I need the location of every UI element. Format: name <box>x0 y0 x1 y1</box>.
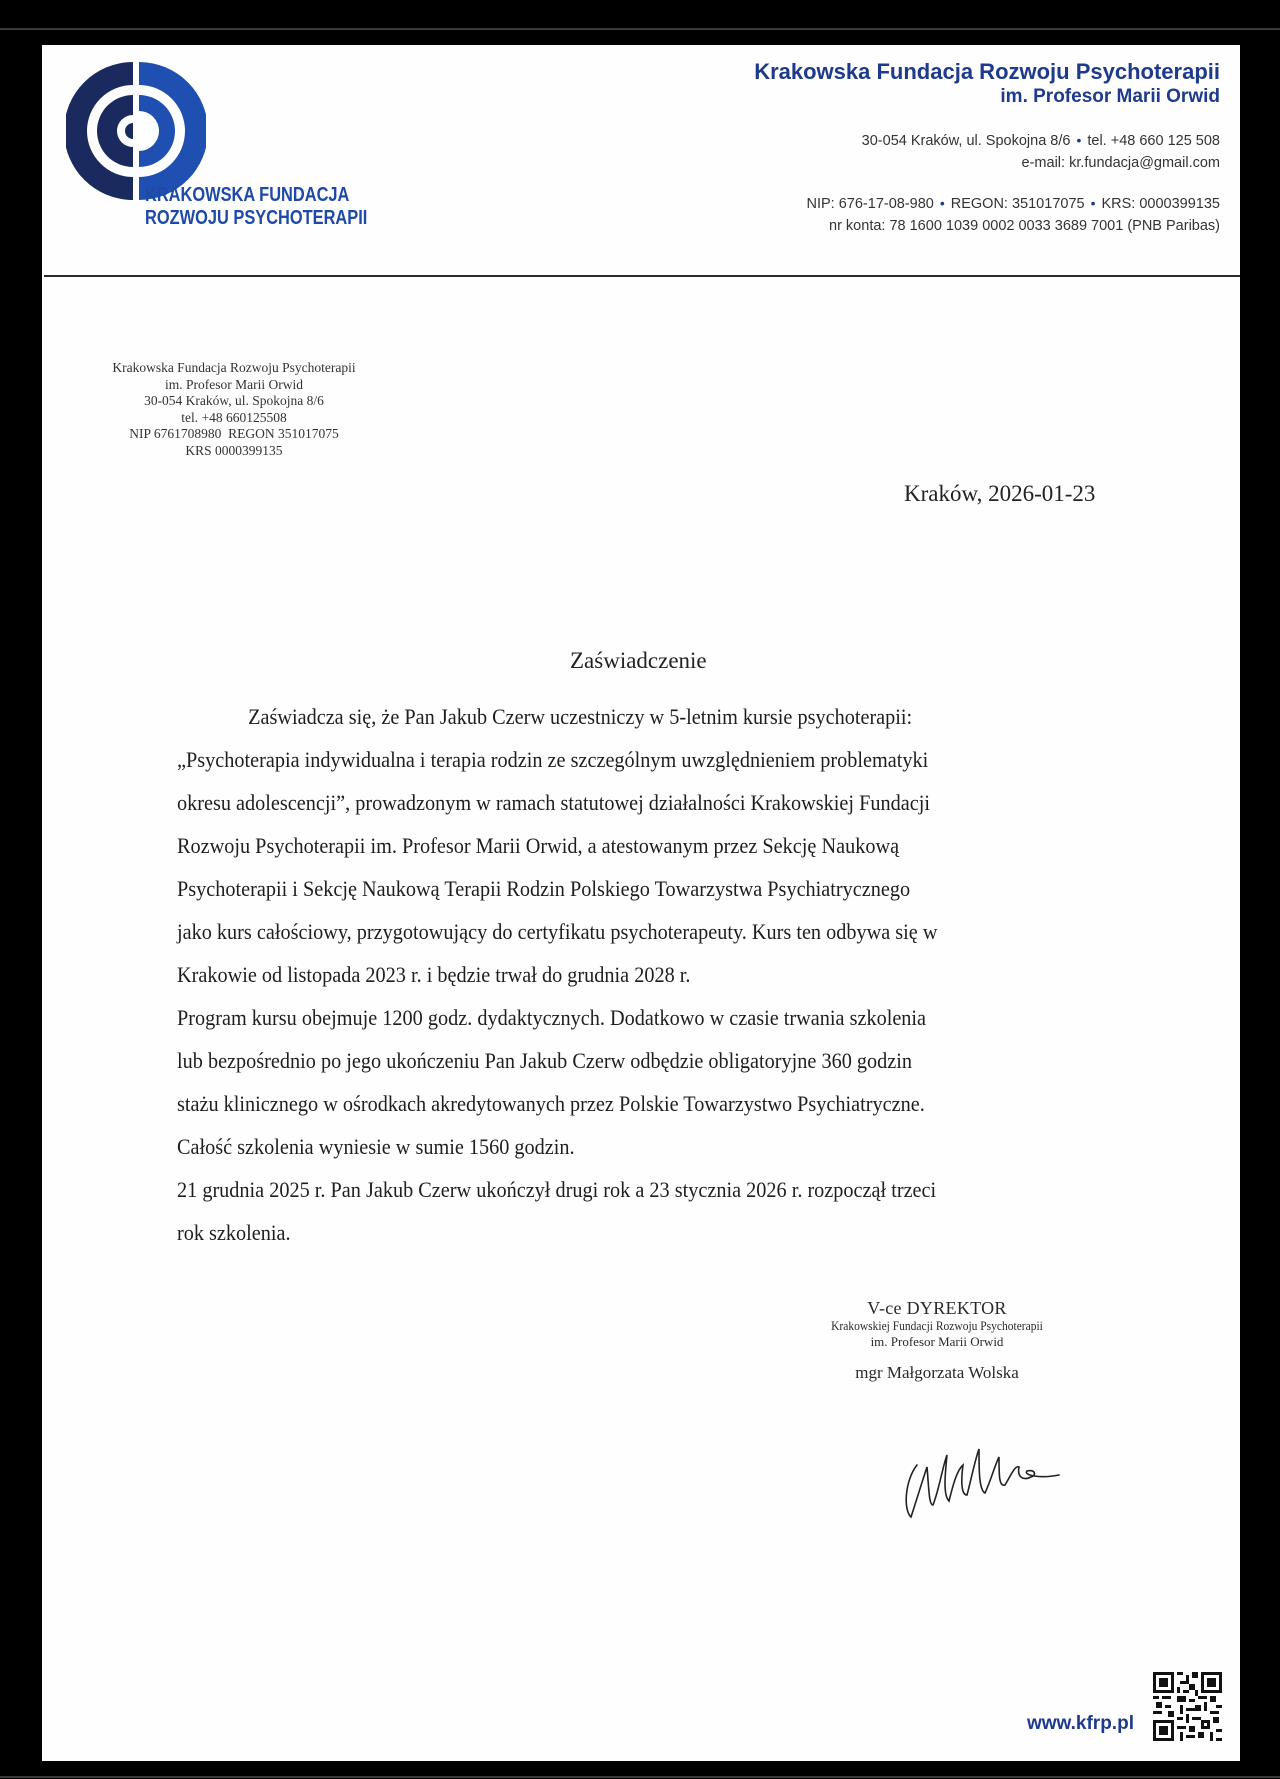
signer-organization: Krakowskiej Fundacji Rozwoju Psychoterapii <box>831 1319 1043 1333</box>
bullet-icon: • <box>939 195 945 211</box>
bullet-icon: • <box>1090 195 1096 211</box>
document-date: Kraków, 2026-01-23 <box>904 481 1096 506</box>
body-line: Całość szkolenia wyniesie w sumie 1560 godzin. <box>177 1134 575 1159</box>
signer-name: mgr Małgorzata Wolska <box>855 1363 1019 1382</box>
document-title: Zaświadczenie <box>570 648 707 673</box>
address: 30-054 Kraków, ul. Spokojna 8/6 <box>861 133 1071 149</box>
logo-wordmark <box>145 184 367 230</box>
header-divider <box>44 275 1240 277</box>
stamp-line: KRS 0000399135 <box>185 442 283 458</box>
krs: KRS: 0000399135 <box>1101 196 1220 212</box>
logo-text-line2: ROZWOJU PSYCHOTERAPII <box>145 207 368 229</box>
foundation-logo-icon <box>66 61 206 201</box>
screen-bottom-edge <box>0 1776 1280 1778</box>
bank-account: nr konta: 78 1600 1039 0002 0033 3689 7001 (PNB Paribas) <box>829 218 1220 234</box>
body-line: „Psychoterapia indywidualna i terapia rodzin ze szczególnym uwzględnieniem problematyki <box>177 747 929 772</box>
body-line: rok szkolenia. <box>177 1220 291 1245</box>
phone: tel. +48 660 125 508 <box>1087 133 1220 149</box>
body-line: Krakowie od listopada 2023 r. i będzie trwał do grudnia 2028 r. <box>177 962 691 987</box>
registry-line <box>754 192 1220 215</box>
logo-text-line1: KRAKOWSKA FUNDACJA <box>145 184 350 206</box>
stamp-line: tel. +48 660125508 <box>181 409 287 425</box>
org-name: Krakowska Fundacja Rozwoju Psychoterapii <box>754 59 1220 84</box>
stamp-line: im. Profesor Marii Orwid <box>165 376 303 392</box>
body-line: lub bezpośrednio po jego ukończeniu Pan Jakub Czerw odbędzie obligatoryjne 360 godzin <box>177 1048 913 1073</box>
body-line: Zaświadcza się, że Pan Jakub Czerw uczestniczy w 5-letnim kursie psychoterapii: <box>248 704 913 729</box>
body-line: stażu klinicznego w ośrodkach akredytowanych przez Polskie Towarzystwo Psychiatryczne. <box>177 1091 925 1116</box>
stamp-line: NIP 6761708980 REGON 351017075 <box>129 426 339 441</box>
address-line <box>754 129 1220 152</box>
stamp-line: Krakowska Fundacja Rozwoju Psychoterapii <box>112 360 356 375</box>
signature-block <box>817 1299 1057 1383</box>
body-line: Psychoterapii i Sekcję Naukową Terapii Rodzin Polskiego Towarzystwa Psychiatrycznego <box>177 876 911 901</box>
org-patron: im. Profesor Marii Orwid <box>1000 86 1220 107</box>
screen-top-edge <box>0 28 1280 30</box>
document-page <box>42 45 1240 1761</box>
regon: REGON: 351017075 <box>950 196 1085 212</box>
body-line: Rozwoju Psychoterapii im. Profesor Marii Orwid, a atestowanym przez Sekcję Naukową <box>177 833 900 858</box>
signer-role: V-ce DYREKTOR <box>867 1298 1007 1318</box>
body-line: jako kurs całościowy, przygotowujący do certyfikatu psychoterapeuty. Kurs ten odbywa się w <box>177 919 938 944</box>
qr-code-icon <box>1153 1672 1222 1741</box>
certificate-body <box>177 695 1127 1254</box>
body-line: 21 grudnia 2025 r. Pan Jakub Czerw ukończył drugi rok a 23 stycznia 2026 r. rozpoczął trzeci <box>177 1177 937 1202</box>
nip: NIP: 676-17-08-980 <box>806 196 934 212</box>
website-link[interactable]: www.kfrp.pl <box>1027 1713 1134 1734</box>
organization-stamp <box>84 360 384 459</box>
letterhead-header <box>754 59 1220 237</box>
bullet-icon: • <box>1076 132 1082 148</box>
body-line: Program kursu obejmuje 1200 godz. dydaktycznych. Dodatkowo w czasie trwania szkolenia <box>177 1005 927 1030</box>
handwritten-signature-icon <box>899 1435 1069 1525</box>
body-line: okresu adolescencji”, prowadzonym w ramach statutowej działalności Krakowskiej Fundacji <box>177 790 930 815</box>
email: e-mail: kr.fundacja@gmail.com <box>1021 155 1220 171</box>
signer-patron: im. Profesor Marii Orwid <box>870 1334 1004 1349</box>
stamp-line: 30-054 Kraków, ul. Spokojna 8/6 <box>144 393 324 408</box>
